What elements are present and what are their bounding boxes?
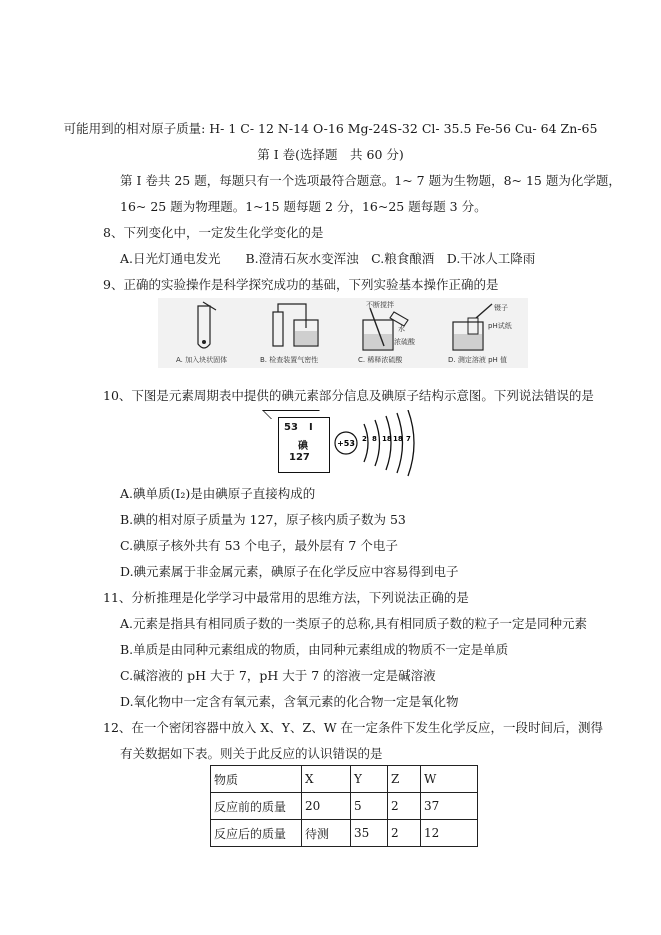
intro-line-2: 16~ 25 题为物理题。1~15 题每题 2 分，16~25 题每题 3 分。 <box>120 199 487 214</box>
q11-option-d: D.氧化物中一定含有氧元素，含氧元素的化合物一定是氧化物 <box>120 694 459 709</box>
q11-option-c: C.碱溶液的 pH 大于 7，pH 大于 7 的溶液一定是碱溶液 <box>120 668 436 683</box>
iodine-atom-structure <box>332 410 422 480</box>
intro-line-1: 第 I 卷共 25 题，每题只有一个选项最符合题意。1~ 7 题为生物题，8~ 15 题为化学题， <box>120 173 621 188</box>
label-water: 水 <box>398 325 405 333</box>
table-cell: 反应前的质量 <box>211 793 302 820</box>
table-cell: 35 <box>351 820 388 847</box>
element-mass: 127 <box>289 452 310 463</box>
table-row <box>211 820 478 847</box>
q10-option-d: D.碘元素属于非金属元素，碘原子在化学反应中容易得到电子 <box>120 564 459 579</box>
q12-data-table <box>210 765 478 847</box>
table-cell: 20 <box>302 793 351 820</box>
label-stir: 不断搅拌 <box>366 301 394 309</box>
q11-option-a: A.元素是指具有相同质子数的一类原子的总称,具有相同质子数的粒子一定是同种元素 <box>120 616 587 631</box>
q10-option-b: B.碘的相对原子质量为 127，原子核内质子数为 53 <box>120 512 406 527</box>
q8-stem: 8、下列变化中，一定发生化学变化的是 <box>103 225 324 240</box>
table-cell: 37 <box>421 793 478 820</box>
table-cell: 12 <box>421 820 478 847</box>
table-row <box>211 793 478 820</box>
label-tweezers: 镊子 <box>494 304 508 312</box>
element-name: 碘 <box>298 441 308 452</box>
table-cell: 待测 <box>302 820 351 847</box>
caption-d: D. 测定溶液 pH 值 <box>448 356 507 364</box>
section-title: 第 I 卷(选择题 共 60 分) <box>257 147 404 162</box>
shell-5: 7 <box>406 435 411 443</box>
table-header-row <box>211 766 478 793</box>
table-cell: 5 <box>351 793 388 820</box>
atomic-masses: 可能用到的相对原子质量: H- 1 C- 12 N-14 O-16 Mg-24S-32 Cl- 35.5 Fe-56 Cu- 64 Zn-65 <box>63 121 598 136</box>
q12-stem-1: 12、在一个密闭容器中放入 X、Y、Z、W 在一定条件下发生化学反应，一段时间后，测得 <box>103 720 604 735</box>
iodine-element-cell <box>278 417 330 473</box>
q11-stem: 11、分析推理是化学学习中最常用的思维方法，下列说法正确的是 <box>103 590 469 605</box>
shell-2: 8 <box>372 435 377 443</box>
q11-option-b: B.单质是由同种元素组成的物质，由同种元素组成的物质不一定是单质 <box>120 642 509 657</box>
q12-stem-2: 有关数据如下表。则关于此反应的认识错误的是 <box>120 746 383 761</box>
shell-3: 18 <box>382 435 392 443</box>
table-cell: Y <box>351 766 388 793</box>
table-cell: 反应后的质量 <box>211 820 302 847</box>
table-cell: 2 <box>388 820 421 847</box>
caption-b: B. 检查装置气密性 <box>260 356 319 364</box>
element-number: 53 <box>284 422 298 433</box>
table-cell: 2 <box>388 793 421 820</box>
q8-options: A.日光灯通电发光 B.澄清石灰水变浑浊 C.粮食酿酒 D.干冰人工降雨 <box>120 251 536 266</box>
table-cell: W <box>421 766 478 793</box>
q9-stem: 9、正确的实验操作是科学探究成功的基础，下列实验基本操作正确的是 <box>103 277 499 292</box>
caption-c: C. 稀释浓硫酸 <box>358 356 403 364</box>
shell-1: 2 <box>362 435 367 443</box>
label-acid: 浓硫酸 <box>394 338 415 346</box>
element-symbol: I <box>309 422 313 433</box>
caption-a: A. 加入块状固体 <box>176 356 228 364</box>
q10-option-c: C.碘原子核外共有 53 个电子，最外层有 7 个电子 <box>120 538 398 553</box>
nucleus-charge: +53 <box>337 439 355 448</box>
label-ph-paper: pH试纸 <box>488 322 512 330</box>
shell-4: 18 <box>393 435 403 443</box>
table-cell: X <box>302 766 351 793</box>
table-cell: Z <box>388 766 421 793</box>
q10-option-a: A.碘单质(I₂)是由碘原子直接构成的 <box>120 486 316 501</box>
table-cell: 物质 <box>211 766 302 793</box>
q9-experiment-figure <box>158 298 528 368</box>
q10-stem: 10、下图是元素周期表中提供的碘元素部分信息及碘原子结构示意图。下列说法错误的是 <box>103 388 594 403</box>
